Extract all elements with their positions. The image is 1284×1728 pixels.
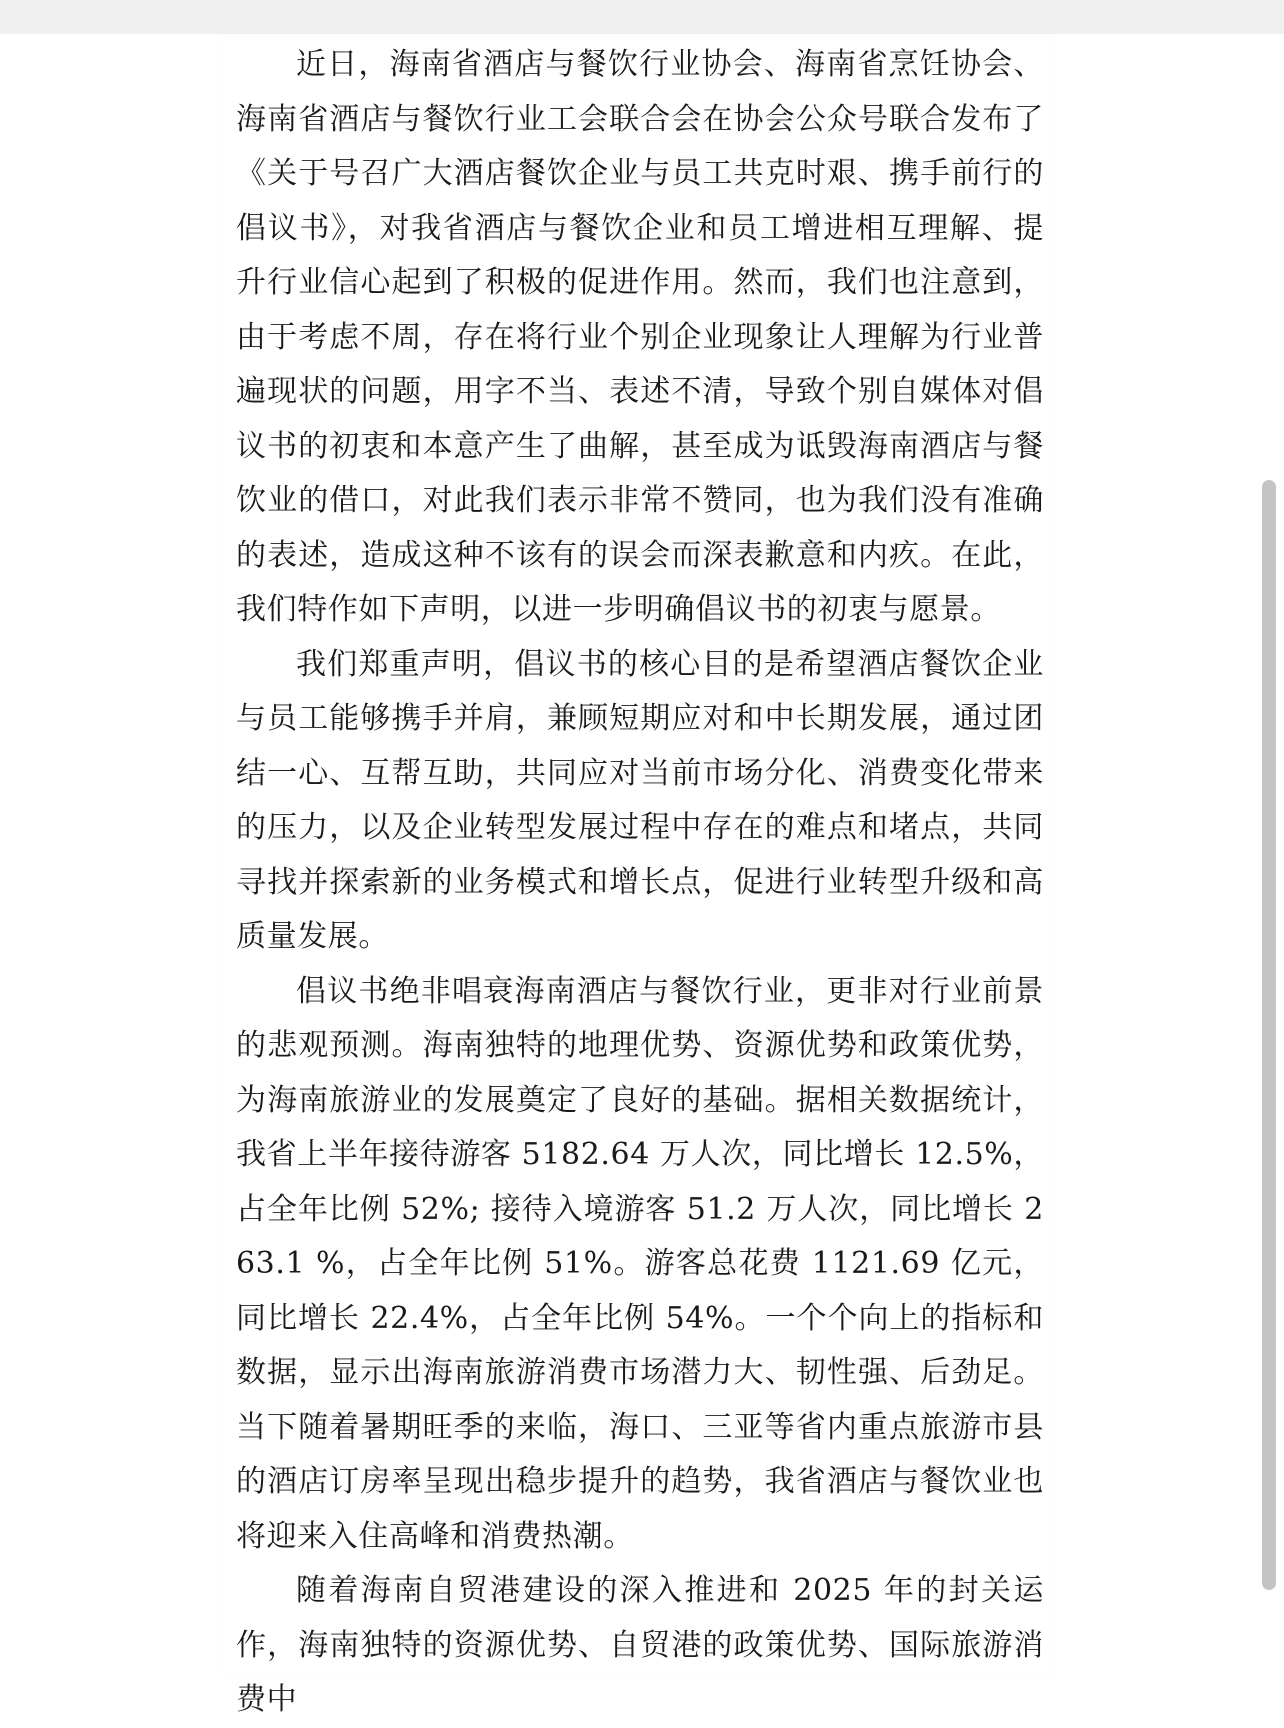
paragraph-3: 倡议书绝非唱衰海南酒店与餐饮行业，更非对行业前景的悲观预测。海南独特的地理优势、资源优势和政策优势，为海南旅游业的发展奠定了良好的基础。据相关数据统计，我省上半年接待游客 5182.64 万人次，同比增长 12.5%，占全年比例 52%; 接待入境游客 51.2 万人次，同比增长 263.1 %，占全年比例 51%。游客总花费 1121.69 亿元，同比增长 22.4%，占全年比例 54%。一个个向上的指标和数据，显示出海南旅游消费市场潜力大、韧性强、后劲足。当下随着暑期旺季的来临，海口、三亚等省内重点旅游市县的酒店订房率呈现出稳步提升的趋势，我省酒店与餐饮业也将迎来入住高峰和消费热潮。 bbox=[236, 973, 1044, 1554]
paragraph-4: 随着海南自贸港建设的深入推进和 2025 年的封关运作，海南独特的资源优势、自贸港的政策优势、国际旅游消费中 bbox=[236, 1573, 1044, 1717]
top-bar bbox=[0, 0, 1284, 34]
paragraph-2: 我们郑重声明，倡议书的核心目的是希望酒店餐饮企业与员工能够携手并肩，兼顾短期应对和中长期发展，通过团结一心、互帮互助，共同应对当前市场分化、消费变化带来的压力，以及企业转型发展过程中存在的难点和堵点，共同寻找并探索新的业务模式和增长点，促进行业转型升级和高质量发展。 bbox=[236, 646, 1044, 954]
paragraph-1: 近日，海南省酒店与餐饮行业协会、海南省烹饪协会、海南省酒店与餐饮行业工会联合会在协会公众号联合发布了《关于号召广大酒店餐饮企业与员工共克时艰、携手前行的倡议书》，对我省酒店与餐饮企业和员工增进相互理解、提升行业信心起到了积极的促进作用。然而，我们也注意到，由于考虑不周，存在将行业个别企业现象让人理解为行业普遍现状的问题，用字不当、表述不清，导致个别自媒体对倡议书的初衷和本意产生了曲解，甚至成为诋毁海南酒店与餐饮业的借口，对此我们表示非常不赞同，也为我们没有准确的表述，造成这种不该有的误会而深表歉意和内疚。在此，我们特作如下声明，以进一步明确倡议书的初衷与愿景。 bbox=[236, 47, 1044, 627]
document-body bbox=[236, 38, 1044, 1728]
vertical-scrollbar[interactable] bbox=[1262, 480, 1276, 1590]
